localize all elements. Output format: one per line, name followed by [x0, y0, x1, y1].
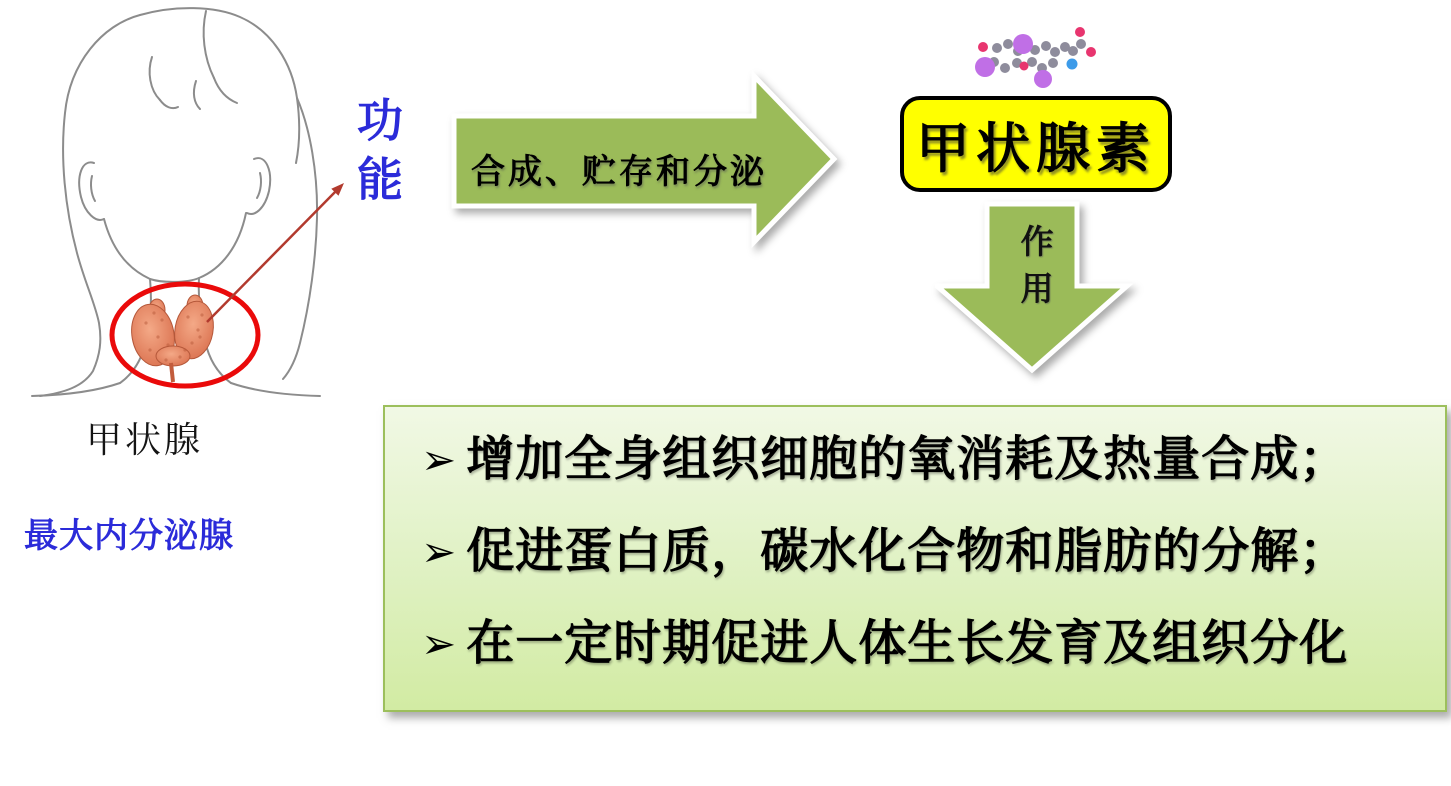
- thyroid-anatomy-illustration: [10, 5, 360, 400]
- arrowhead-bullet-icon: ➢: [421, 620, 457, 667]
- hormone-label: 甲状腺素: [916, 115, 1156, 180]
- action-item-text: 增加全身组织细胞的氧消耗及热量合成；: [466, 433, 1349, 486]
- arrowhead-bullet-icon: ➢: [421, 436, 457, 483]
- action-item-text: 促进蛋白质，碳水化合物和脂肪的分解；: [466, 525, 1349, 578]
- action-item-row: [421, 617, 1425, 671]
- thyroxine-molecule-icon: [958, 16, 1108, 94]
- process-arrow: [448, 70, 840, 252]
- thyroid-gland-graphic: [127, 295, 218, 382]
- annotation-arrow: [207, 183, 344, 322]
- effect-arrow: [935, 200, 1135, 378]
- gland-label: 甲状腺: [86, 419, 204, 460]
- action-box: [383, 405, 1447, 712]
- arrowhead-bullet-icon: ➢: [421, 528, 457, 575]
- action-item-row: [421, 433, 1425, 487]
- process-arrow-label: 合成、贮存和分泌: [471, 153, 767, 191]
- hormone-box: [900, 96, 1172, 192]
- action-item-row: [421, 525, 1425, 579]
- effect-arrow-label: 作用: [1016, 224, 1054, 318]
- molecule-nitrogen-atom: [1067, 59, 1078, 70]
- action-item-text: 在一定时期促进人体生长发育及组织分化: [466, 617, 1349, 670]
- endocrine-subtitle: 最大内分泌腺: [24, 517, 234, 555]
- function-label: 功能: [351, 96, 403, 214]
